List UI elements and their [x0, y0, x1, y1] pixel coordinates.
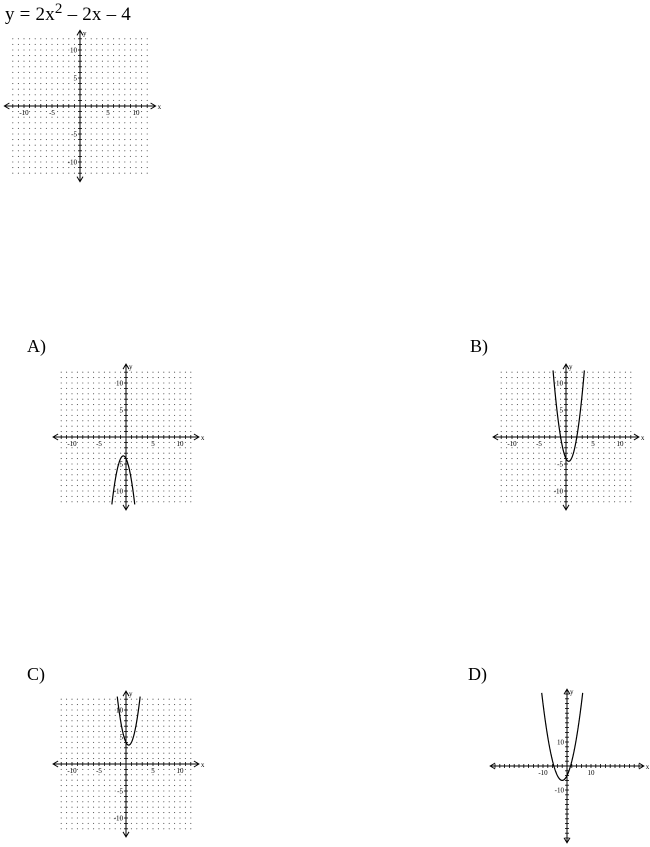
- option-a-graph[interactable]: [50, 355, 210, 510]
- y-tick-label: -5: [71, 130, 77, 139]
- option-d-label[interactable]: D): [468, 664, 487, 684]
- y-tick-label: -10: [113, 487, 123, 496]
- x-tick-label: -5: [49, 109, 55, 117]
- y-axis-label: y: [83, 29, 87, 38]
- x-tick-label: -5: [96, 440, 102, 448]
- y-axis-label: y: [569, 363, 573, 372]
- x-tick-label: 10: [616, 440, 624, 448]
- x-tick-label: 10: [587, 769, 595, 777]
- y-tick-label: 5: [119, 406, 123, 415]
- question-equation: [5, 1, 131, 26]
- x-tick-label: -10: [507, 440, 517, 448]
- y-tick-label: 10: [116, 379, 123, 388]
- x-tick-label: 10: [176, 440, 184, 448]
- y-tick-label: -10: [553, 487, 563, 496]
- equation-suffix: – 2x – 4: [62, 4, 131, 25]
- x-axis-label: x: [200, 434, 205, 442]
- x-tick-label: 10: [176, 767, 184, 775]
- x-tick-label: -5: [96, 767, 102, 775]
- equation-exponent: 2: [54, 1, 63, 17]
- y-tick-label: 5: [73, 74, 77, 83]
- parabola-curve: [112, 456, 135, 505]
- y-tick-label: 5: [119, 733, 123, 742]
- y-axis-label: y: [129, 690, 133, 699]
- option-d-graph[interactable]: [484, 682, 650, 842]
- x-tick-label: -5: [536, 440, 542, 448]
- x-tick-label: -10: [538, 769, 548, 777]
- y-tick-label: 5: [559, 406, 563, 415]
- x-tick-label: 5: [151, 767, 155, 775]
- equation-prefix: y = 2x: [5, 4, 55, 25]
- y-tick-label: 10: [70, 46, 77, 55]
- y-tick-label: -10: [554, 786, 564, 795]
- y-tick-label: 10: [557, 738, 564, 747]
- x-axis-label: x: [645, 763, 650, 771]
- x-tick-label: -10: [67, 767, 77, 775]
- y-tick-label: -5: [117, 787, 123, 796]
- option-a-label[interactable]: A): [27, 336, 46, 356]
- x-tick-label: -10: [67, 440, 77, 448]
- y-tick-label: -5: [117, 460, 123, 469]
- y-tick-label: 10: [556, 379, 563, 388]
- option-b-label[interactable]: B): [470, 336, 488, 356]
- x-tick-label: 5: [106, 109, 110, 117]
- x-axis-label: x: [157, 103, 162, 111]
- x-axis-label: x: [200, 761, 205, 769]
- x-tick-label: 10: [132, 109, 140, 117]
- y-tick-label: -5: [557, 460, 563, 469]
- x-axis-label: x: [640, 434, 645, 442]
- y-axis-label: y: [570, 688, 574, 697]
- option-c-label[interactable]: C): [27, 664, 45, 684]
- option-c-graph[interactable]: [52, 682, 212, 842]
- x-tick-label: -10: [19, 109, 29, 117]
- y-tick-label: -10: [67, 158, 77, 167]
- y-tick-label: -10: [113, 814, 123, 823]
- blank-grid-graph: [0, 29, 162, 184]
- y-tick-label: 10: [116, 706, 123, 715]
- x-tick-label: 5: [591, 440, 595, 448]
- x-tick-label: 5: [151, 440, 155, 448]
- option-b-graph[interactable]: [483, 355, 643, 510]
- y-axis-label: y: [129, 363, 133, 372]
